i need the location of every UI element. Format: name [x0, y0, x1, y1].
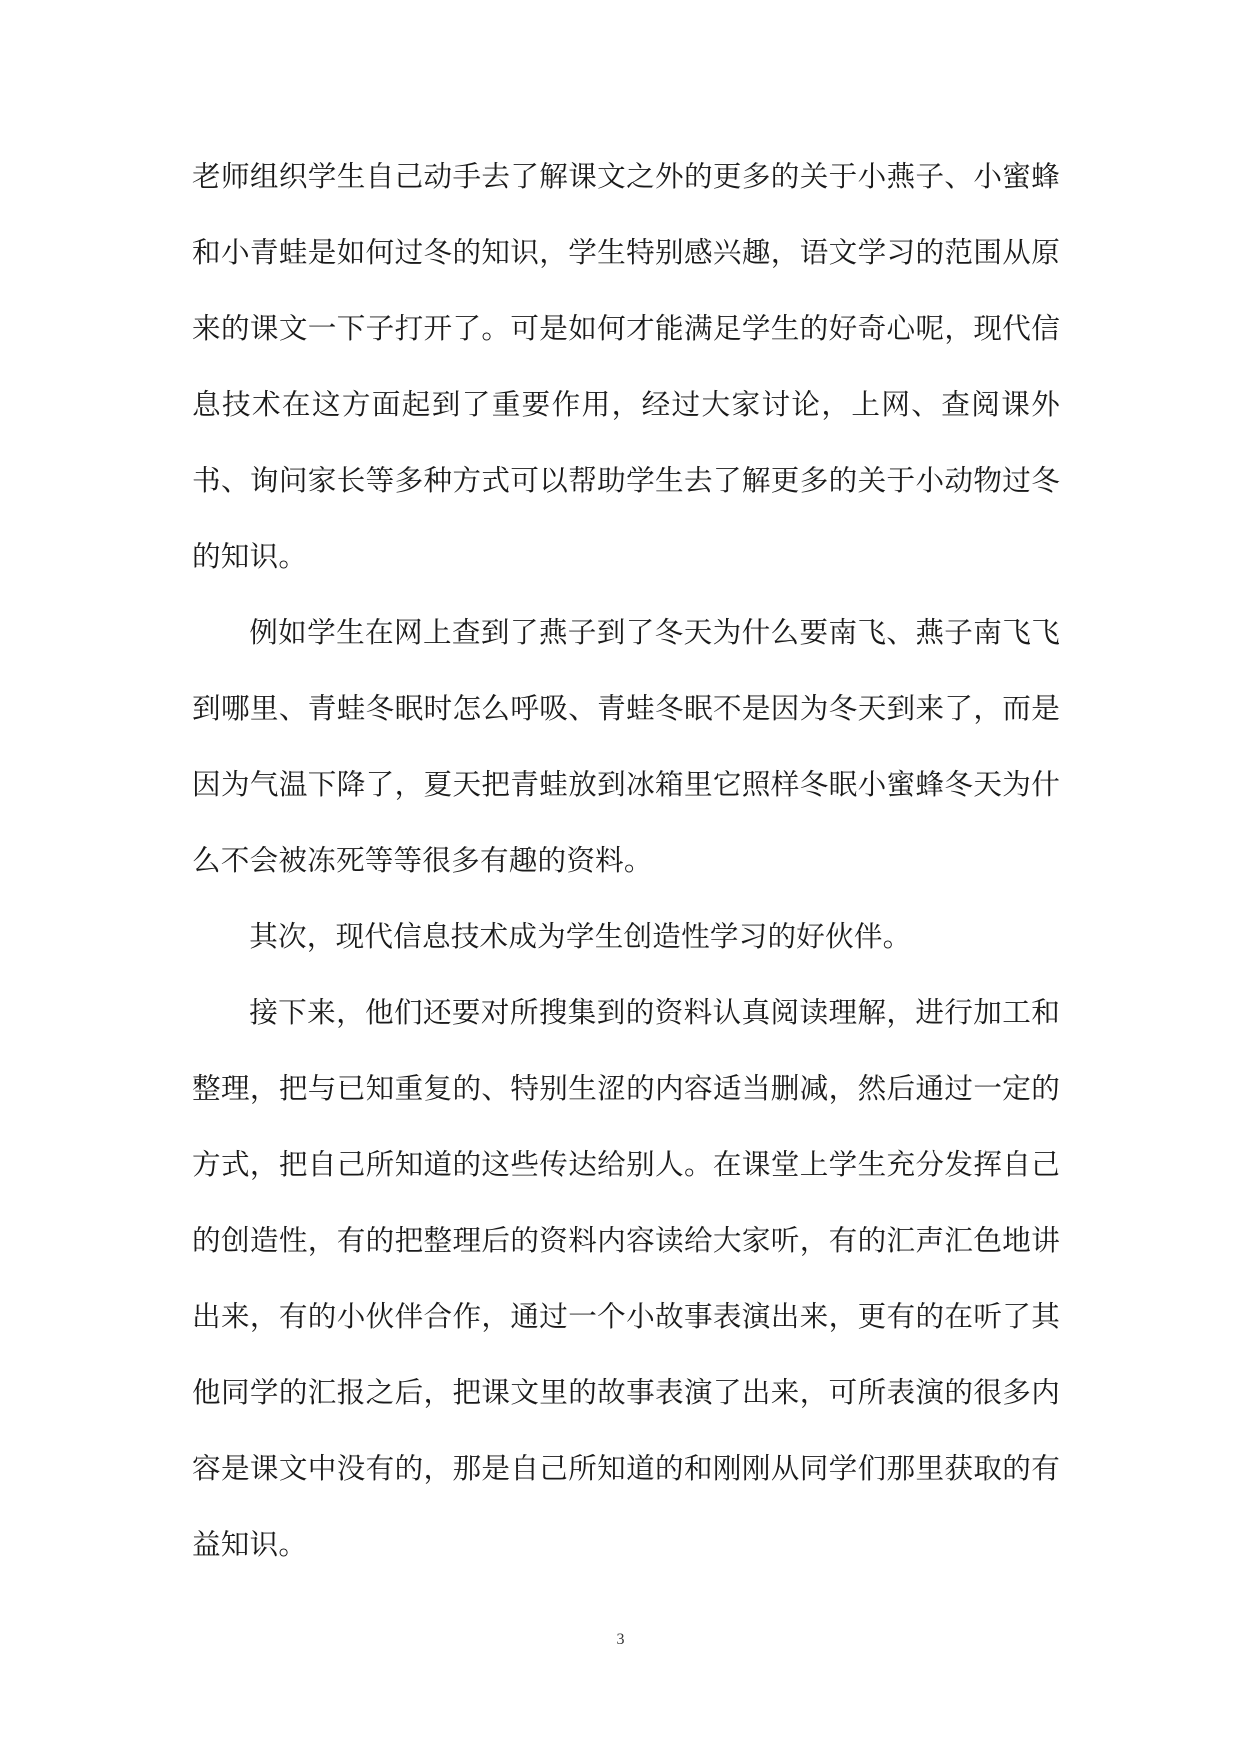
body-text [192, 138, 1060, 1582]
paragraph-2: 例如学生在网上查到了燕子到了冬天为什么要南飞、燕子南飞飞到哪里、青蛙冬眠时怎么呼吸、青蛙冬眠不是因为冬天到来了，而是因为气温下降了，夏天把青蛙放到冰箱里它照样冬眠小蜜蜂冬天为什么不会被冻死等等很多有趣的资料。 [192, 615, 1060, 877]
paragraph-3: 其次，现代信息技术成为学生创造性学习的好伙伴。 [249, 919, 912, 953]
paragraph-4: 接下来，他们还要对所搜集到的资料认真阅读理解，进行加工和整理，把与已知重复的、特别生涩的内容适当删减，然后通过一定的方式，把自己所知道的这些传达给别人。在课堂上学生充分发挥自己的创造性，有的把整理后的资料内容读给大家听，有的汇声汇色地讲出来，有的小伙伴合作，通过一个小故事表演出来，更有的在听了其他同学的汇报之后，把课文里的故事表演了出来，可所表演的很多内容是课文中没有的，那是自己所知道的和刚刚从同学们那里获取的有益知识。 [192, 995, 1060, 1561]
paragraph-1: 老师组织学生自己动手去了解课文之外的更多的关于小燕子、小蜜蜂和小青蛙是如何过冬的知识，学生特别感兴趣，语文学习的范围从原来的课文一下子打开了。可是如何才能满足学生的好奇心呢，现代信息技术在这方面起到了重要作用，经过大家讨论，上网、查阅课外书、询问家长等多种方式可以帮助学生去了解更多的关于小动物过冬的知识。 [192, 159, 1060, 573]
page-number: 3 [616, 1631, 625, 1648]
